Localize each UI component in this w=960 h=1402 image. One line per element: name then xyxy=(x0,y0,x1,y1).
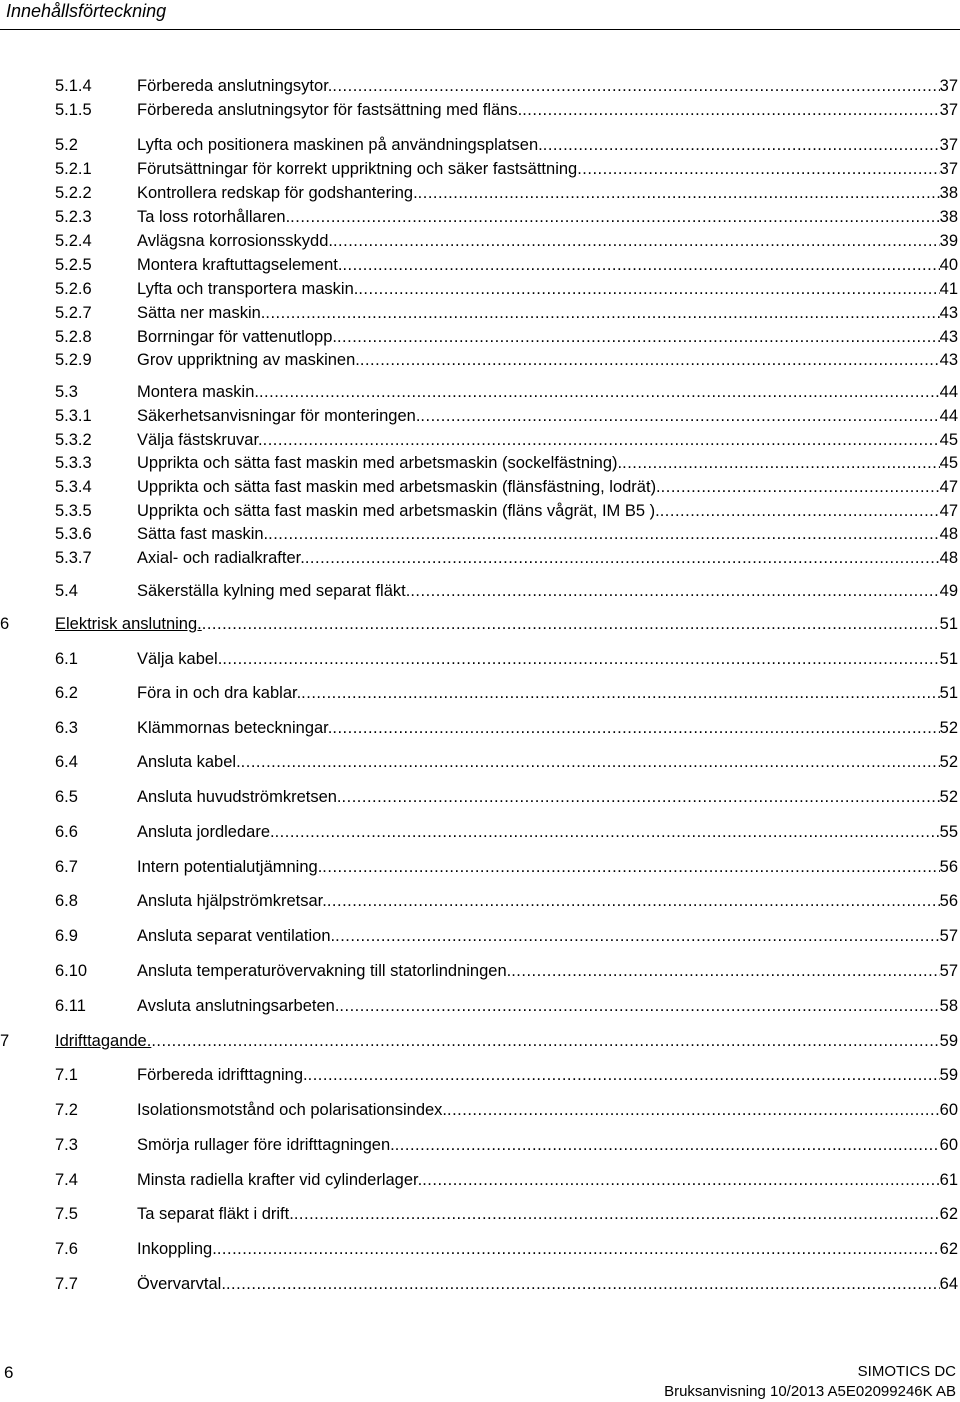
toc-entry-page[interactable]: 37 xyxy=(939,136,958,154)
toc-entry[interactable] xyxy=(55,157,958,181)
toc-dot-leader xyxy=(660,499,940,523)
toc-dot-leader xyxy=(337,325,940,349)
toc-entry-page[interactable]: 60 xyxy=(939,1136,958,1154)
toc-dot-leader xyxy=(305,546,940,570)
toc-entry-title[interactable]: Lyfta och transportera maskin. xyxy=(137,280,359,298)
toc-entry-page[interactable]: 62 xyxy=(939,1205,958,1223)
page-header xyxy=(0,0,960,30)
toc-dot-leader xyxy=(226,1272,940,1296)
toc-entry-number: 7.5 xyxy=(55,1205,78,1223)
toc-entry-title[interactable]: Idrifttagande. xyxy=(55,1032,152,1050)
toc-entry-number: 5.1.4 xyxy=(55,77,92,95)
toc-entry[interactable] xyxy=(55,451,958,475)
toc-dot-leader xyxy=(358,277,939,301)
toc-entry-page[interactable]: 59 xyxy=(939,1066,958,1084)
toc-entry[interactable] xyxy=(55,1168,958,1192)
toc-entry-number: 5.3.5 xyxy=(55,502,92,520)
toc-dot-leader xyxy=(511,959,939,983)
toc-entry-title[interactable]: Intern potentialutjämning. xyxy=(137,858,323,876)
toc-entry-number: 6 xyxy=(0,615,10,633)
toc-entry-title[interactable]: Upprikta och sätta fast maskin med arbetsmaskin (sockelfästning). xyxy=(137,454,623,472)
toc-entry-number: 5.4 xyxy=(55,582,78,600)
toc-entry-number: 6.5 xyxy=(55,788,78,806)
toc-entry-title[interactable]: Ansluta kabel. xyxy=(137,753,241,771)
toc-entry-number: 5.2 xyxy=(55,136,78,154)
toc-dot-leader xyxy=(410,579,939,603)
toc-entry-title[interactable]: Välja kabel. xyxy=(137,650,223,668)
toc-entry-page[interactable]: 41 xyxy=(939,280,958,298)
toc-dot-leader xyxy=(202,612,940,636)
toc-dot-leader xyxy=(332,716,939,740)
toc-entry-number: 7.4 xyxy=(55,1171,78,1189)
toc-entry-number: 7.2 xyxy=(55,1101,78,1119)
toc-entry-page[interactable]: 38 xyxy=(939,208,958,226)
toc-entry[interactable] xyxy=(55,647,958,671)
toc-dot-leader xyxy=(332,74,939,98)
toc-entry-page[interactable]: 60 xyxy=(939,1101,958,1119)
toc-entry-page[interactable]: 44 xyxy=(939,407,958,425)
toc-entry-title[interactable]: Isolationsmotstånd och polarisationsindex. xyxy=(137,1101,448,1119)
toc-entry-number: 5.3 xyxy=(55,383,78,401)
toc-entry[interactable] xyxy=(55,1202,958,1226)
toc-entry-page[interactable]: 52 xyxy=(939,753,958,771)
footer-doc-info xyxy=(536,1362,956,1402)
toc-entry-page[interactable]: 62 xyxy=(939,1240,958,1258)
toc-entry-page[interactable]: 48 xyxy=(939,525,958,543)
toc-dot-leader xyxy=(263,428,940,452)
toc-entry-title[interactable]: Lyfta och positionera maskinen på användningsplatsen. xyxy=(137,136,543,154)
toc-entry-number: 5.2.5 xyxy=(55,256,92,274)
toc-entry-number: 5.2.1 xyxy=(55,160,92,178)
toc-entry[interactable] xyxy=(55,253,958,277)
toc-dot-leader xyxy=(339,994,939,1018)
toc-entry-title[interactable]: Ansluta separat ventilation. xyxy=(137,927,336,945)
toc-dot-leader xyxy=(217,1237,940,1261)
toc-entry-number: 5.2.7 xyxy=(55,304,92,322)
toc-entry-page[interactable]: 45 xyxy=(939,431,958,449)
toc-entry-title[interactable]: Elektrisk anslutning. xyxy=(55,615,202,633)
toc-entry-page[interactable]: 59 xyxy=(939,1032,958,1050)
toc-entry-page[interactable]: 61 xyxy=(939,1171,958,1189)
toc-entry-number: 6.1 xyxy=(55,650,78,668)
toc-entry[interactable] xyxy=(55,499,958,523)
toc-entry[interactable] xyxy=(55,205,958,229)
toc-entry-number: 5.3.7 xyxy=(55,549,92,567)
toc-entry-page[interactable]: 57 xyxy=(939,927,958,945)
toc-dot-leader xyxy=(422,1168,939,1192)
toc-entry-number: 5.3.2 xyxy=(55,431,92,449)
toc-entry-title[interactable]: Montera maskin. xyxy=(137,383,259,401)
toc-entry[interactable] xyxy=(55,959,958,983)
toc-dot-leader xyxy=(151,1029,939,1053)
toc-entry[interactable] xyxy=(55,522,958,546)
toc-entry-title[interactable]: Ansluta huvudströmkretsen. xyxy=(137,788,342,806)
toc-entry-number: 5.2.3 xyxy=(55,208,92,226)
toc-entry-title[interactable]: Välja fästskruvar. xyxy=(137,431,263,449)
toc-entry[interactable] xyxy=(55,579,958,603)
toc-dot-leader xyxy=(577,157,939,181)
toc-entry-number: 5.3.6 xyxy=(55,525,92,543)
toc-entry-number: 6.2 xyxy=(55,684,78,702)
toc-entry[interactable] xyxy=(0,612,958,636)
toc-dot-leader xyxy=(268,522,940,546)
toc-entry[interactable] xyxy=(55,681,958,705)
toc-dot-leader xyxy=(418,181,940,205)
toc-entry-title[interactable]: Avlägsna korrosionsskydd. xyxy=(137,232,333,250)
toc-entry[interactable] xyxy=(55,1237,958,1261)
toc-entry-title[interactable]: Säkerhetsanvisningar för monteringen. xyxy=(137,407,421,425)
toc-entry-page[interactable]: 47 xyxy=(939,502,958,520)
toc-dot-leader xyxy=(222,647,939,671)
toc-entry-page[interactable]: 57 xyxy=(939,962,958,980)
toc-entry-title[interactable]: Minsta radiella krafter vid cylinderlager. xyxy=(137,1171,423,1189)
toc-entry-title[interactable]: Förbereda anslutningsytor för fastsättning med fläns. xyxy=(137,101,523,119)
toc-entry-title[interactable]: Avsluta anslutningsarbeten. xyxy=(137,997,340,1015)
toc-entry-page[interactable]: 64 xyxy=(939,1275,958,1293)
toc-entry-number: 7 xyxy=(0,1032,10,1050)
toc-entry-title[interactable]: Sätta ner maskin. xyxy=(137,304,266,322)
toc-entry[interactable] xyxy=(55,98,958,122)
toc-entry[interactable] xyxy=(55,428,958,452)
toc-entry-page[interactable]: 56 xyxy=(939,858,958,876)
toc-dot-leader xyxy=(290,205,939,229)
toc-entry-number: 6.3 xyxy=(55,719,78,737)
toc-entry[interactable] xyxy=(55,546,958,570)
toc-entry-number: 5.2.4 xyxy=(55,232,92,250)
toc-dot-leader xyxy=(275,820,940,844)
toc-entry-title[interactable]: Sätta fast maskin. xyxy=(137,525,269,543)
toc-dot-leader xyxy=(622,451,940,475)
toc-entry[interactable] xyxy=(55,855,958,879)
toc-entry-title[interactable]: Borrningar för vattenutlopp. xyxy=(137,328,337,346)
toc-dot-leader xyxy=(543,133,940,157)
toc-entry[interactable] xyxy=(55,1063,958,1087)
toc-entry-page[interactable]: 43 xyxy=(939,351,958,369)
toc-entry[interactable] xyxy=(55,889,958,913)
toc-dot-leader xyxy=(360,348,940,372)
toc-entry-number: 6.4 xyxy=(55,753,78,771)
toc-entry-number: 6.6 xyxy=(55,823,78,841)
toc-dot-leader xyxy=(265,301,939,325)
toc-entry[interactable] xyxy=(55,785,958,809)
toc-entry-number: 7.3 xyxy=(55,1136,78,1154)
toc-entry-number: 5.2.9 xyxy=(55,351,92,369)
toc-entry-title[interactable]: Ta loss rotorhållaren. xyxy=(137,208,291,226)
toc-entry[interactable] xyxy=(55,820,958,844)
toc-dot-leader xyxy=(395,1133,940,1157)
toc-entry-title[interactable]: Förbereda anslutningsytor. xyxy=(137,77,333,95)
toc-entry-title[interactable]: Grov uppriktning av maskinen. xyxy=(137,351,360,369)
toc-entry-page[interactable]: 37 xyxy=(939,101,958,119)
toc-entry-page[interactable]: 52 xyxy=(939,719,958,737)
toc-entry-page[interactable]: 37 xyxy=(939,77,958,95)
toc-dot-leader xyxy=(335,924,940,948)
toc-entry-title[interactable]: Upprikta och sätta fast maskin med arbetsmaskin (flänsfästning, lodrät). xyxy=(137,478,661,496)
toc-entry-number: 5.2.6 xyxy=(55,280,92,298)
toc-dot-leader xyxy=(259,380,940,404)
toc-entry-page[interactable]: 40 xyxy=(939,256,958,274)
toc-entry-page[interactable]: 44 xyxy=(939,383,958,401)
toc-entry-number: 5.2.2 xyxy=(55,184,92,202)
toc-entry-number: 5.2.8 xyxy=(55,328,92,346)
toc-entry-title[interactable]: Ansluta temperaturövervakning till statorlindningen. xyxy=(137,962,512,980)
toc-entry[interactable] xyxy=(55,1272,958,1296)
toc-entry[interactable] xyxy=(55,716,958,740)
toc-entry-number: 6.10 xyxy=(55,962,88,980)
toc-entry-page[interactable]: 51 xyxy=(939,684,958,702)
toc-entry-title[interactable]: Klämmornas beteckningar. xyxy=(137,719,333,737)
toc-entry-title[interactable]: Ansluta jordledare. xyxy=(137,823,275,841)
toc-entry[interactable] xyxy=(55,1133,958,1157)
toc-entry-page[interactable]: 51 xyxy=(939,650,958,668)
toc-entry-title[interactable]: Föra in och dra kablar. xyxy=(137,684,302,702)
toc-entry-page[interactable]: 48 xyxy=(939,549,958,567)
toc-entry-number: 5.3.3 xyxy=(55,454,92,472)
toc-entry[interactable] xyxy=(55,181,958,205)
toc-entry-number: 6.11 xyxy=(55,997,86,1015)
toc-entry[interactable] xyxy=(55,133,958,157)
toc-entry-number: 6.9 xyxy=(55,927,78,945)
toc-entry[interactable] xyxy=(55,1098,958,1122)
toc-dot-leader xyxy=(241,750,940,774)
toc-entry-title[interactable]: Inkoppling. xyxy=(137,1240,217,1258)
toc-entry[interactable] xyxy=(55,74,958,98)
toc-dot-leader xyxy=(301,681,939,705)
toc-entry-number: 7.6 xyxy=(55,1240,78,1258)
toc-entry[interactable] xyxy=(55,750,958,774)
toc-entry-title[interactable]: Axial- och radialkrafter. xyxy=(137,549,305,567)
toc-entry[interactable] xyxy=(55,301,958,325)
toc-entry-title[interactable]: Montera kraftuttagselement. xyxy=(137,256,343,274)
toc-entry-number: 5.3.1 xyxy=(55,407,92,425)
toc-dot-leader xyxy=(420,404,939,428)
toc-entry-number: 5.3.4 xyxy=(55,478,92,496)
toc-entry[interactable] xyxy=(55,277,958,301)
toc-entry-page[interactable]: 43 xyxy=(939,304,958,322)
toc-entry[interactable] xyxy=(55,924,958,948)
toc-dot-leader xyxy=(322,855,939,879)
toc-entry-page[interactable]: 58 xyxy=(939,997,958,1015)
toc-entry-number: 5.1.5 xyxy=(55,101,92,119)
toc-entry[interactable] xyxy=(55,475,958,499)
toc-dot-leader xyxy=(661,475,940,499)
toc-dot-leader xyxy=(333,229,940,253)
toc-entry-title[interactable]: Övervarvtal. xyxy=(137,1275,226,1293)
toc-entry-number: 7.7 xyxy=(55,1275,78,1293)
toc-entry-page[interactable]: 52 xyxy=(939,788,958,806)
toc-entry-page[interactable]: 38 xyxy=(939,184,958,202)
toc-entry-page[interactable]: 51 xyxy=(939,615,958,633)
toc-dot-leader xyxy=(522,98,939,122)
toc-entry-title[interactable]: Smörja rullager före idrifttagningen. xyxy=(137,1136,395,1154)
toc-entry-page[interactable]: 37 xyxy=(939,160,958,178)
toc-entry[interactable] xyxy=(55,229,958,253)
toc-dot-leader xyxy=(342,785,940,809)
toc-entry-page[interactable]: 39 xyxy=(939,232,958,250)
page-title: Innehållsförteckning xyxy=(6,1,167,21)
toc-entry-page[interactable]: 49 xyxy=(939,582,958,600)
toc-entry-title[interactable]: Ansluta hjälpströmkretsar. xyxy=(137,892,327,910)
toc-dot-leader xyxy=(447,1098,940,1122)
page-number: 6 xyxy=(4,1363,14,1382)
toc-entry-page[interactable]: 45 xyxy=(939,454,958,472)
toc-entry[interactable] xyxy=(55,404,958,428)
toc-dot-leader xyxy=(342,253,939,277)
toc-entry-title[interactable]: Upprikta och sätta fast maskin med arbetsmaskin (fläns vågrät, IM B5 ). xyxy=(137,502,660,520)
toc-entry-page[interactable]: 55 xyxy=(939,823,958,841)
toc-entry[interactable] xyxy=(55,994,958,1018)
toc-entry-title[interactable]: Kontrollera redskap för godshantering. xyxy=(137,184,418,202)
toc-entry-title[interactable]: Säkerställa kylning med separat fläkt. xyxy=(137,582,411,600)
toc-dot-leader xyxy=(294,1202,940,1226)
toc-entry-number: 6.8 xyxy=(55,892,78,910)
toc-entry-title[interactable]: Förutsättningar för korrekt uppriktning och säker fastsättning xyxy=(137,160,578,178)
footer-document: Bruksanvisning 10/2013 A5E02099246K AB xyxy=(664,1383,956,1400)
toc-entry-title[interactable]: Förbereda idrifttagning. xyxy=(137,1066,308,1084)
toc-entry[interactable] xyxy=(0,1029,958,1053)
footer-product: SIMOTICS DC xyxy=(857,1363,956,1380)
toc-entry-page[interactable]: 47 xyxy=(939,478,958,496)
toc-entry-page[interactable]: 56 xyxy=(939,892,958,910)
toc-dot-leader xyxy=(327,889,940,913)
toc-entry[interactable] xyxy=(55,325,958,349)
toc-entry[interactable] xyxy=(55,348,958,372)
toc-entry-number: 6.7 xyxy=(55,858,78,876)
toc-entry-number: 7.1 xyxy=(55,1066,78,1084)
toc-entry-page[interactable]: 43 xyxy=(939,328,958,346)
toc-dot-leader xyxy=(308,1063,940,1087)
toc-entry-title[interactable]: Ta separat fläkt i drift. xyxy=(137,1205,294,1223)
toc-entry[interactable] xyxy=(55,380,958,404)
